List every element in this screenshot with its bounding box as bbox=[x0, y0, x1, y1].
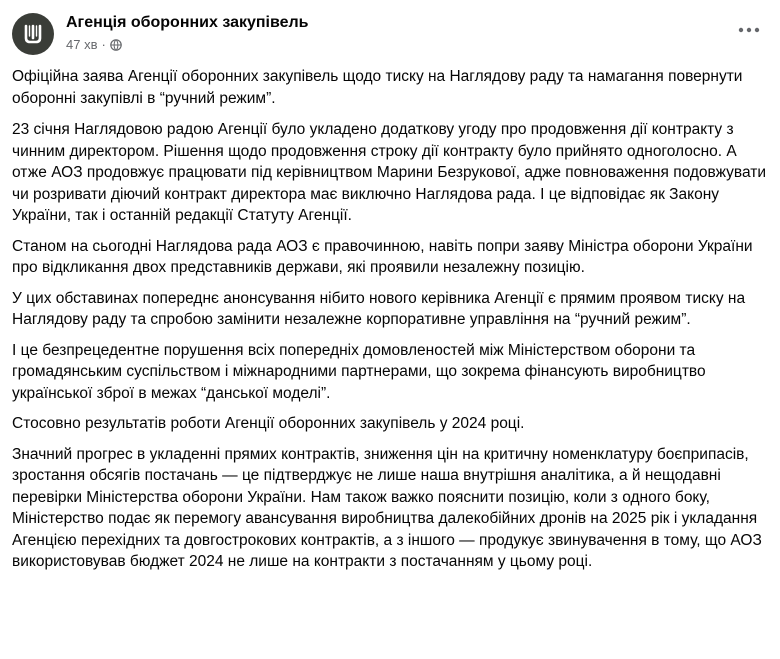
post-header bbox=[12, 10, 768, 58]
globe-icon[interactable] bbox=[110, 39, 122, 51]
post-paragraph: Стосовно результатів роботи Агенції оборонних закупівель у 2024 році. bbox=[12, 415, 525, 432]
page-name-link[interactable]: Агенція оборонних закупівель bbox=[66, 14, 309, 31]
post-timestamp[interactable]: 47 хв bbox=[66, 37, 98, 52]
post-paragraph: І це безпрецедентне порушення всіх попередніх домовленостей між Міністерством оборони та громадянським суспільством і міжнародними партнерами, що зокрема фінансують виробництво української зброї в межах “данської моделі”. bbox=[12, 341, 706, 402]
post-paragraph: 23 січня Наглядовою радою Агенції було укладено додаткову угоду про продовження дії контракту з чинним директором. Рішення щодо продовження строку дії контракту було прийнято одноголосно. А отже АОЗ продовжує працювати під керівництвом Марини Безрукової, адже повноваження подовжувати чи розривати діючий контракт директора має виключно Наглядова рада. І це відповідає як Закону України, так і останній редакції Статуту Агенції. bbox=[12, 121, 766, 224]
post-body bbox=[12, 66, 768, 582]
post-paragraph: Станом на сьогодні Наглядова рада АОЗ є правочинною, навіть попри заяву Міністра оборони України про відкликання двох представників держави, які проявили незалежну позицію. bbox=[12, 237, 753, 276]
post-paragraph: У цих обставинах попереднє анонсування нібито нового керівника Агенції є прямим проявом тиску на Наглядову раду та спробою замінити незалежне корпоративне управління на “ручний режим”. bbox=[12, 289, 746, 328]
more-horizontal-icon[interactable] bbox=[736, 20, 762, 40]
post-meta bbox=[66, 37, 122, 52]
post-paragraph: Значний прогрес в укладенні прямих контрактів, зниження цін на критичну номенклатуру боєприпасів, зростання обсягів постачань — це підтверджує не лише наша внутрішня аналітика, а й нещодавні перевірки Міністерства оборони України. Нам також важко пояснити позицію, коли з одного боку, Міністерство подає як перемогу авансування виробництва далекобійних дронів на 2025 рік і укладання Агенцією перехідних та довгострокових контрактів, а з іншого — продукує звинувачення в тому, що АОЗ використовував бюджет 2024 не лише на контракти з постачанням у цьому році. bbox=[12, 445, 762, 570]
aoz-logo-icon bbox=[22, 23, 44, 45]
meta-separator: · bbox=[101, 37, 106, 52]
page-avatar[interactable] bbox=[12, 13, 54, 55]
post-paragraph-intro: Офіційна заява Агенції оборонних закупівель щодо тиску на Наглядову раду та намагання повернути оборонні закупівлі в “ручний режим”. bbox=[12, 68, 743, 107]
